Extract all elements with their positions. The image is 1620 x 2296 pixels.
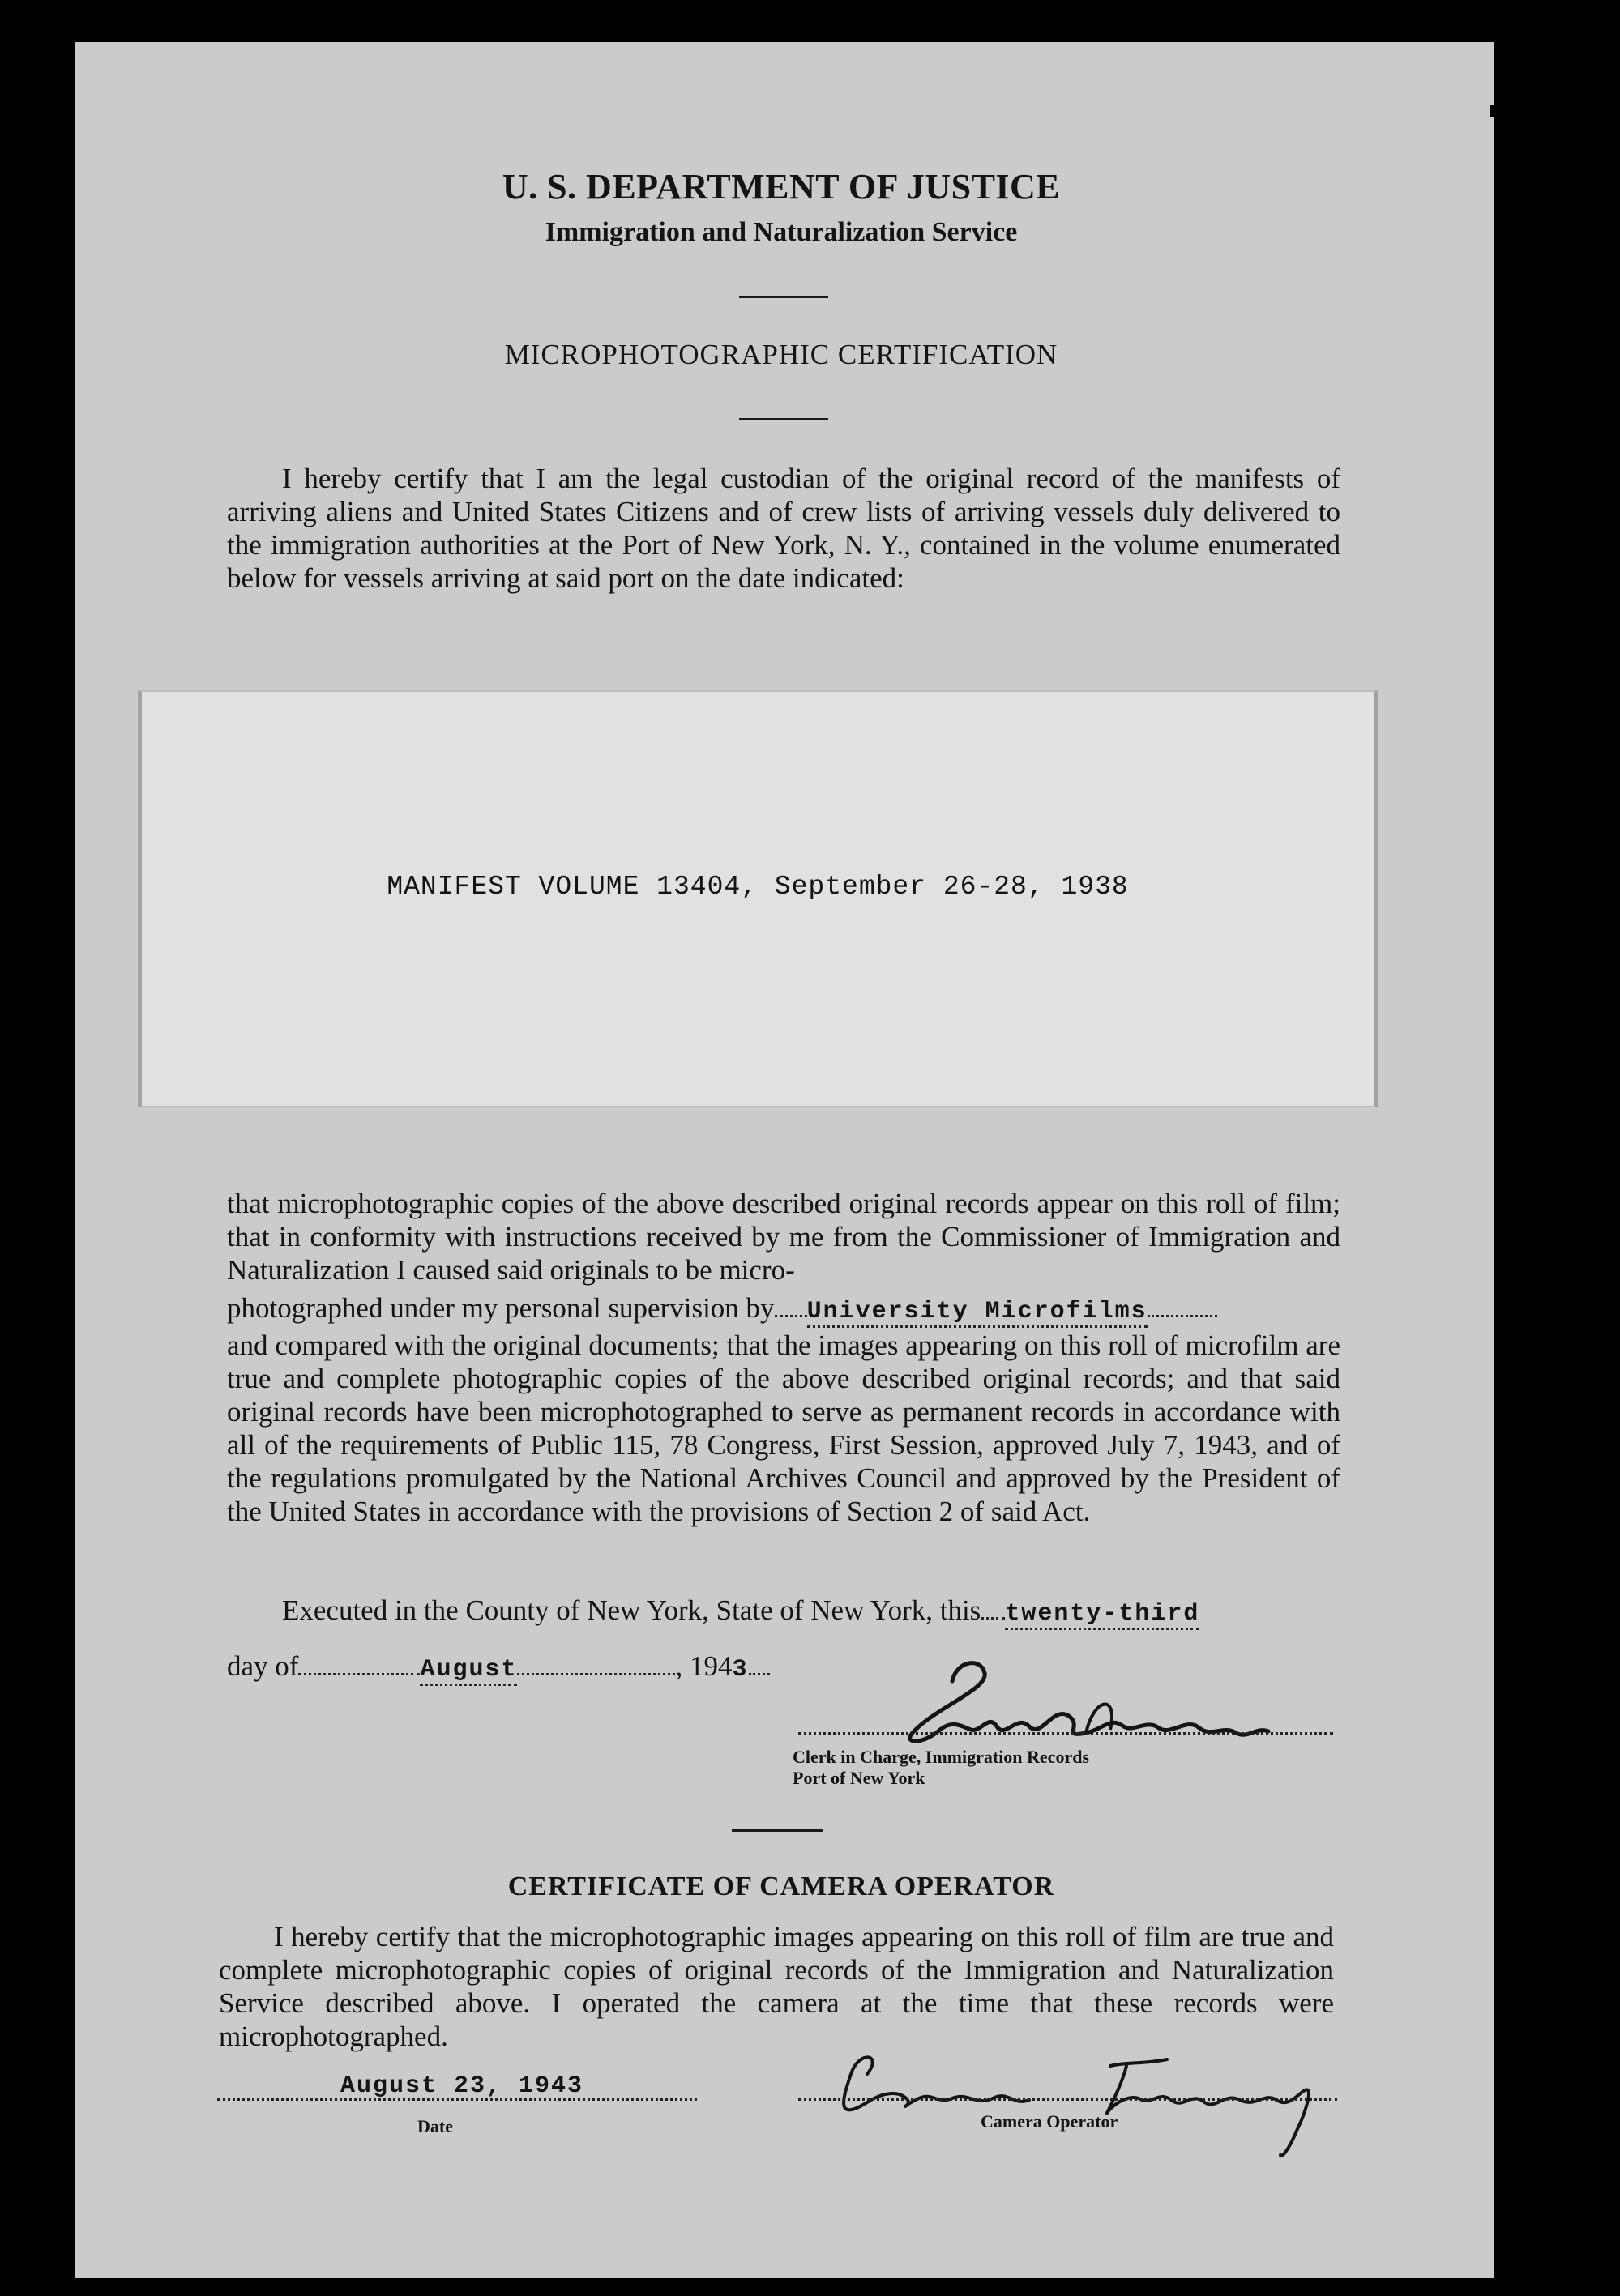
intro-text: I hereby certify that I am the legal custodian of the original record of the manifests of arriving aliens and United States Citizens and of crew lists of arriving vessels duly delivered to the immigration authorities at the Port of New York, N. Y., contained in the volume enumerated below for vessels arriving at said port on the date indicated: bbox=[227, 463, 1340, 594]
camera-certificate-title: CERTIFICATE OF CAMERA OPERATOR bbox=[507, 1871, 1055, 1901]
section-rule bbox=[739, 418, 828, 420]
execution-month: August bbox=[420, 1656, 517, 1686]
clerk-title bbox=[793, 1747, 1089, 1789]
body-text-part1: that microphotographic copies of the above described original records appear on this roll of film; that in conformity with instructions received by me from the Commissioner of Immigration and Naturalization I caused said originals to be micro- bbox=[227, 1188, 1340, 1286]
intro-paragraph bbox=[227, 462, 1340, 595]
supervision-line bbox=[227, 1291, 1340, 1329]
camera-paragraph bbox=[219, 1920, 1334, 2053]
dotted-leader bbox=[749, 1650, 770, 1675]
date-line bbox=[227, 1650, 770, 1684]
date-label: Date bbox=[417, 2116, 453, 2136]
dotted-leader bbox=[517, 1650, 675, 1675]
camera-date: August 23, 1943 bbox=[340, 2072, 584, 2100]
camera-text: I hereby certify that the microphotographic images appearing on this roll of film are true and complete microphotographic copies of original records of the Immigration and Naturalization Service described above. I operated the camera at the time that these records were microphotographed. bbox=[219, 1921, 1334, 2052]
year-digit: 3 bbox=[732, 1656, 749, 1684]
supervision-prefix: photographed under my personal supervision by bbox=[227, 1292, 775, 1324]
dotted-leader bbox=[981, 1594, 1005, 1620]
department-title: U. S. DEPARTMENT OF JUSTICE bbox=[502, 167, 1061, 207]
service-subtitle: Immigration and Naturalization Service bbox=[545, 217, 1018, 247]
microfilm-company: University Microfilms bbox=[807, 1298, 1148, 1328]
dotted-leader bbox=[775, 1292, 807, 1317]
operator-signature-line bbox=[798, 2098, 1337, 2101]
clerk-title-line2: Port of New York bbox=[793, 1768, 925, 1788]
execution-line bbox=[282, 1594, 1199, 1628]
date-line-dotted bbox=[217, 2098, 697, 2101]
camera-section-rule bbox=[732, 1829, 823, 1832]
dotted-leader bbox=[1148, 1292, 1217, 1317]
manifest-insert bbox=[138, 690, 1378, 1107]
operator-label: Camera Operator bbox=[981, 2111, 1118, 2132]
dotted-leader bbox=[298, 1650, 420, 1675]
certification-title: MICROPHOTOGRAPHIC CERTIFICATION bbox=[504, 339, 1058, 370]
page-edge-mark bbox=[1490, 105, 1494, 117]
camera-operator-signature bbox=[819, 2042, 1353, 2163]
header-rule bbox=[739, 296, 828, 298]
clerk-title-line1: Clerk in Charge, Immigration Records bbox=[793, 1747, 1090, 1767]
execution-day: twenty-third bbox=[1005, 1600, 1199, 1630]
manifest-volume: MANIFEST VOLUME 13404, September 26-28, 1938 bbox=[387, 872, 1129, 902]
year-prefix: , 194 bbox=[675, 1650, 733, 1682]
day-of-label: day of bbox=[227, 1650, 299, 1682]
clerk-signature bbox=[875, 1649, 1313, 1758]
execution-prefix: Executed in the County of New York, State of New York, this bbox=[282, 1594, 981, 1626]
body-text-part2: and compared with the original documents; that the images appearing on this roll of microfilm are true and complete photographic copies of the above described original records; and that said original records have been microphotographed to serve as permanent records in accordance with all of the requirements of Public 115, 78 Congress, First Session, approved July 7, 1943, and of the regulations promulgated by the National Archives Council and approved by the President of the United States in accordance with the provisions of Section 2 of said Act. bbox=[227, 1329, 1340, 1527]
clerk-signature-line bbox=[798, 1732, 1333, 1735]
body-paragraph bbox=[227, 1187, 1340, 1528]
